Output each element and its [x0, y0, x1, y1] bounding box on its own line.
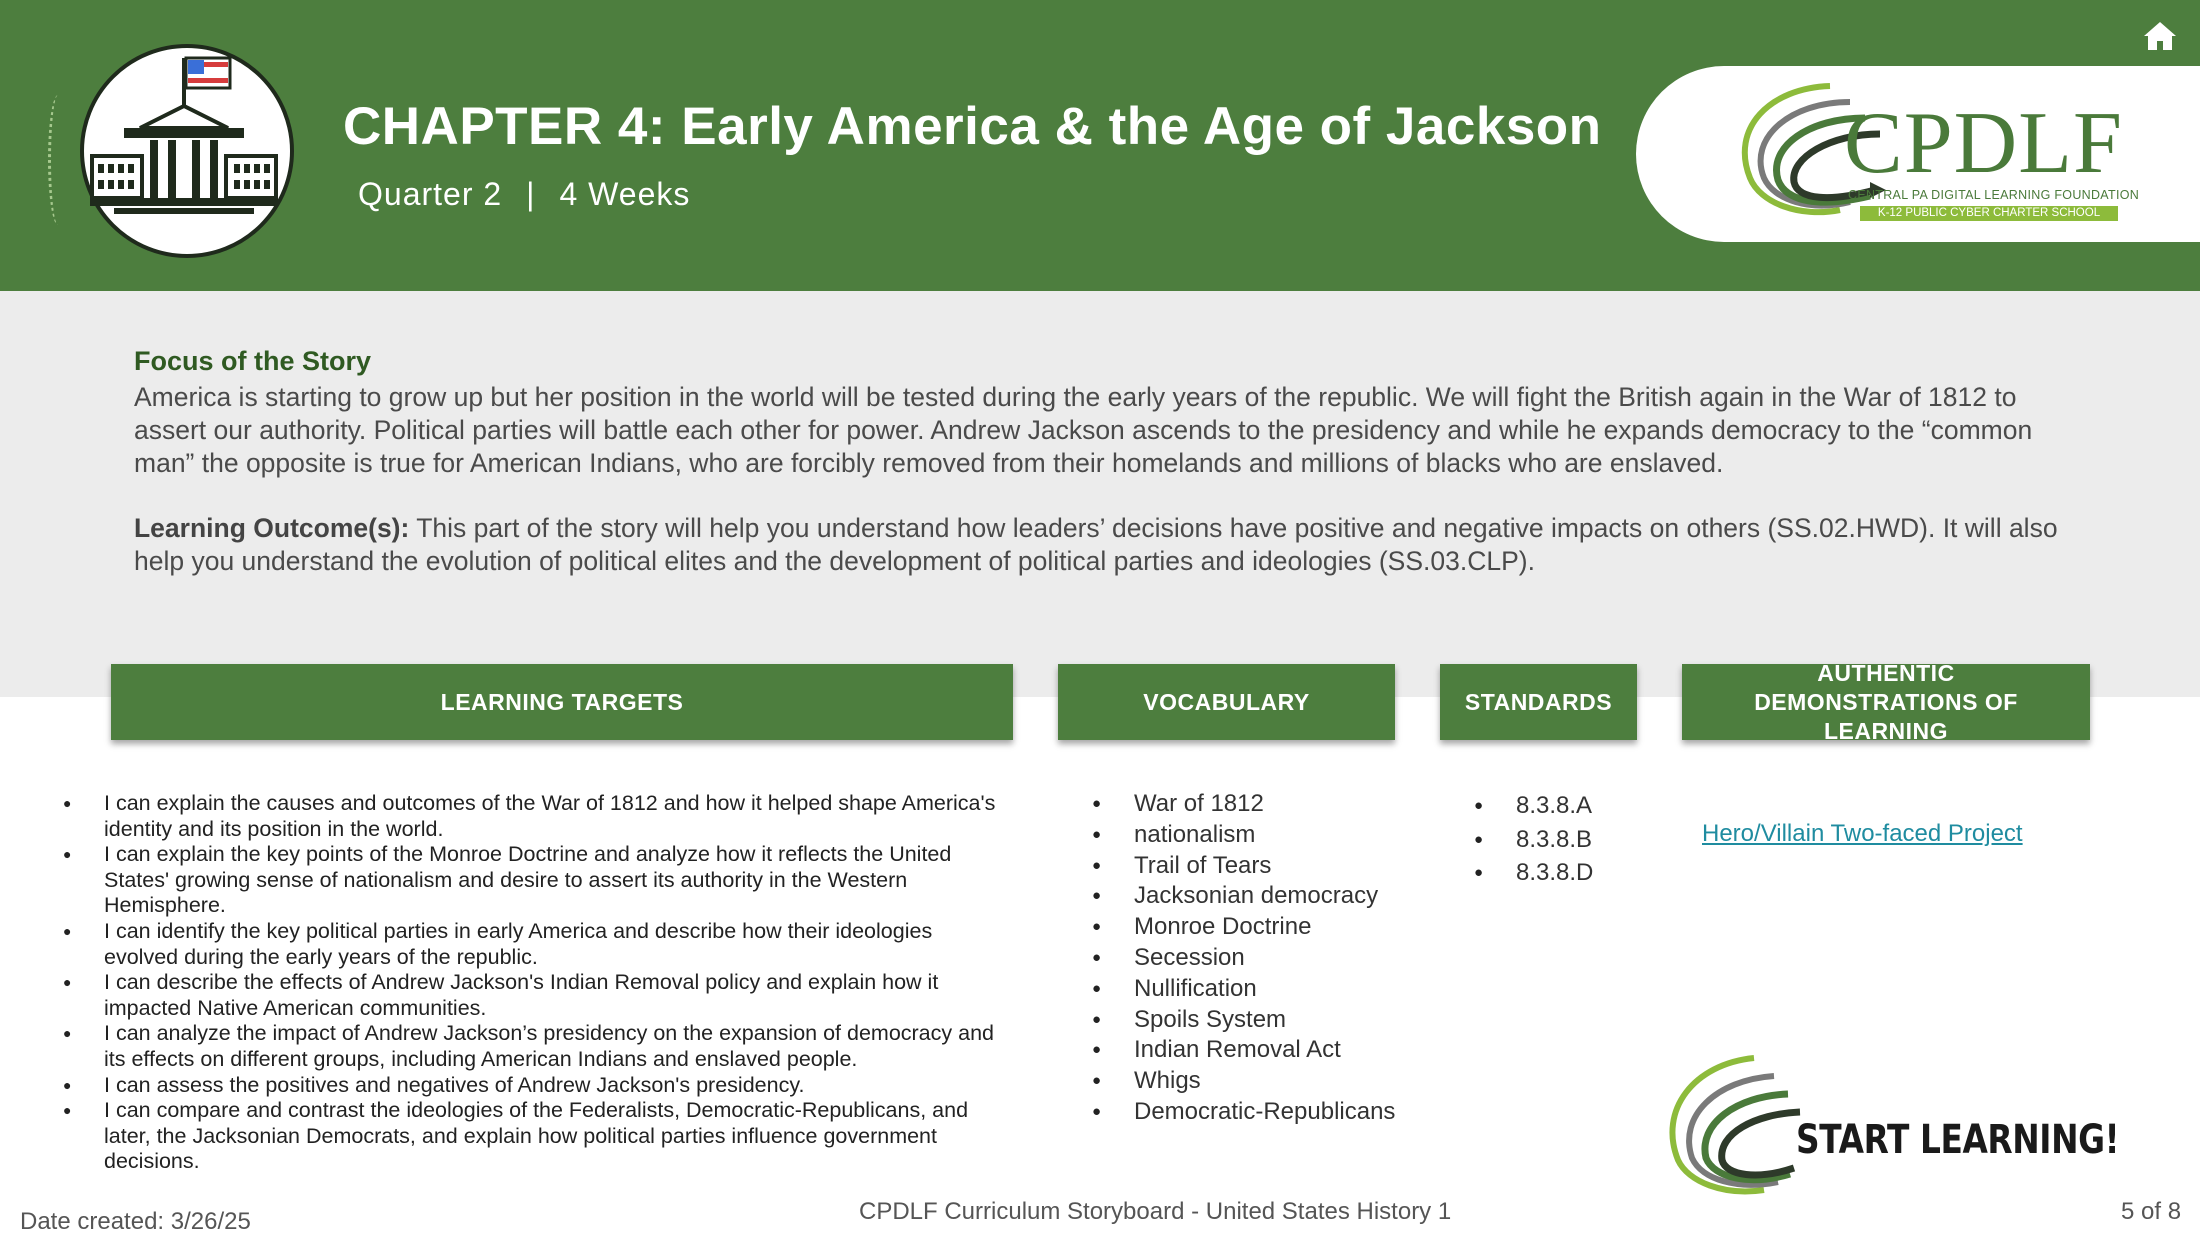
vocabulary-item: ● Nullification — [1090, 974, 1420, 1005]
chapter-subtitle — [358, 176, 690, 213]
standard-item: ● 8.3.8.B — [1472, 823, 1622, 857]
learning-target-item: ● I can explain the key points of the Monroe Doctrine and analyze how it reflects the United States' growing sense of nationalism and desire to assert its authority in the Western Hemisphere. — [62, 842, 1002, 919]
outcome-text: This part of the story will help you understand how leaders’ decisions have positive and negative impacts on others (SS.02.HWD). It will also help you understand the evolution of political elites and the development of political parties and ideologies (SS.03.CLP). — [134, 513, 2058, 576]
subtitle-separator: | — [526, 176, 536, 212]
learning-target-item: ● I can compare and contrast the ideologies of the Federalists, Democratic-Republicans, and later, the Jacksonian Democrats, and explain how political parties influence government decisions. — [62, 1098, 1002, 1175]
cpdlf-logo — [1636, 66, 2200, 242]
date-created: Date created: 3/26/25 — [20, 1208, 251, 1235]
vocabulary-item: ● Whigs — [1090, 1066, 1420, 1097]
quarter-label: Quarter 2 — [358, 176, 503, 212]
vocabulary-item: ● nationalism — [1090, 820, 1420, 851]
logo-tagline: CENTRAL PA DIGITAL LEARNING FOUNDATION — [1848, 188, 2140, 202]
vocabulary-header: VOCABULARY — [1058, 664, 1395, 740]
focus-paragraph: America is starting to grow up but her position in the world will be tested during the early years of the republic. We will fight the British again in the War of 1812 to assert our authority. Political parties will battle each other for power. Andrew Jackson ascends to the presidency and while he expands democracy to the “common man” the opposite is true for American Indians, who are forcibly removed from their homelands and millions of blacks who are enslaved. — [134, 382, 2033, 478]
learning-targets-header: LEARNING TARGETS — [111, 664, 1013, 740]
start-learning-button[interactable]: START LEARNING! — [1796, 1117, 2120, 1163]
start-learning-swoosh-icon[interactable] — [1654, 1050, 1804, 1210]
vocabulary-list — [1090, 789, 1420, 1128]
learning-target-item: ● I can assess the positives and negatives of Andrew Jackson's presidency. — [62, 1073, 1002, 1099]
learning-target-item: ● I can explain the causes and outcomes of the War of 1812 and how it helped shape America's identity and its position in the world. — [62, 791, 1002, 842]
chapter-header — [0, 0, 2200, 291]
vocabulary-item: ● Spoils System — [1090, 1005, 1420, 1036]
demonstrations-header: AUTHENTIC DEMONSTRATIONS OF LEARNING — [1682, 664, 2090, 740]
learning-target-item: ● I can identify the key political parties in early America and describe how their ideologies evolved during the early years of the republic. — [62, 919, 1002, 970]
focus-heading: Focus of the Story — [134, 346, 372, 376]
storyboard-title: CPDLF Curriculum Storyboard - United States History 1 — [859, 1198, 1452, 1225]
learning-outcome — [134, 512, 2094, 578]
standard-item: ● 8.3.8.A — [1472, 789, 1622, 823]
learning-targets-list — [62, 791, 1002, 1175]
vocabulary-item: ● Democratic-Republicans — [1090, 1097, 1420, 1128]
learning-target-item: ● I can analyze the impact of Andrew Jackson’s presidency on the expansion of democracy and its effects on different groups, including American Indians and enslaved people. — [62, 1021, 1002, 1072]
vocabulary-item: ● Secession — [1090, 943, 1420, 974]
duration-label: 4 Weeks — [559, 176, 691, 212]
learning-target-item: ● I can describe the effects of Andrew Jackson's Indian Removal policy and explain how it impacted Native American communities. — [62, 970, 1002, 1021]
vocabulary-item: ● Indian Removal Act — [1090, 1035, 1420, 1066]
vocabulary-item: ● Trail of Tears — [1090, 851, 1420, 882]
page-title: CHAPTER 4: Early America & the Age of Jackson — [343, 97, 1602, 156]
standard-item: ● 8.3.8.D — [1472, 856, 1622, 890]
standards-list — [1472, 789, 1622, 890]
decorative-dots — [48, 95, 68, 225]
outcome-label: Learning Outcome(s): — [134, 513, 410, 543]
logo-badge: K-12 PUBLIC CYBER CHARTER SCHOOL — [1860, 206, 2118, 221]
hero-villain-project-link[interactable]: Hero/Villain Two-faced Project — [1702, 820, 2023, 847]
capitol-building-flag-icon — [80, 44, 294, 258]
home-icon[interactable] — [2143, 20, 2177, 52]
page-number: 5 of 8 — [2121, 1198, 2182, 1225]
vocabulary-item: ● Jacksonian democracy — [1090, 881, 1420, 912]
standards-header: STANDARDS — [1440, 664, 1637, 740]
vocabulary-item: ● Monroe Doctrine — [1090, 912, 1420, 943]
vocabulary-item: ● War of 1812 — [1090, 789, 1420, 820]
logo-wordmark: CPDLF — [1844, 95, 2123, 192]
